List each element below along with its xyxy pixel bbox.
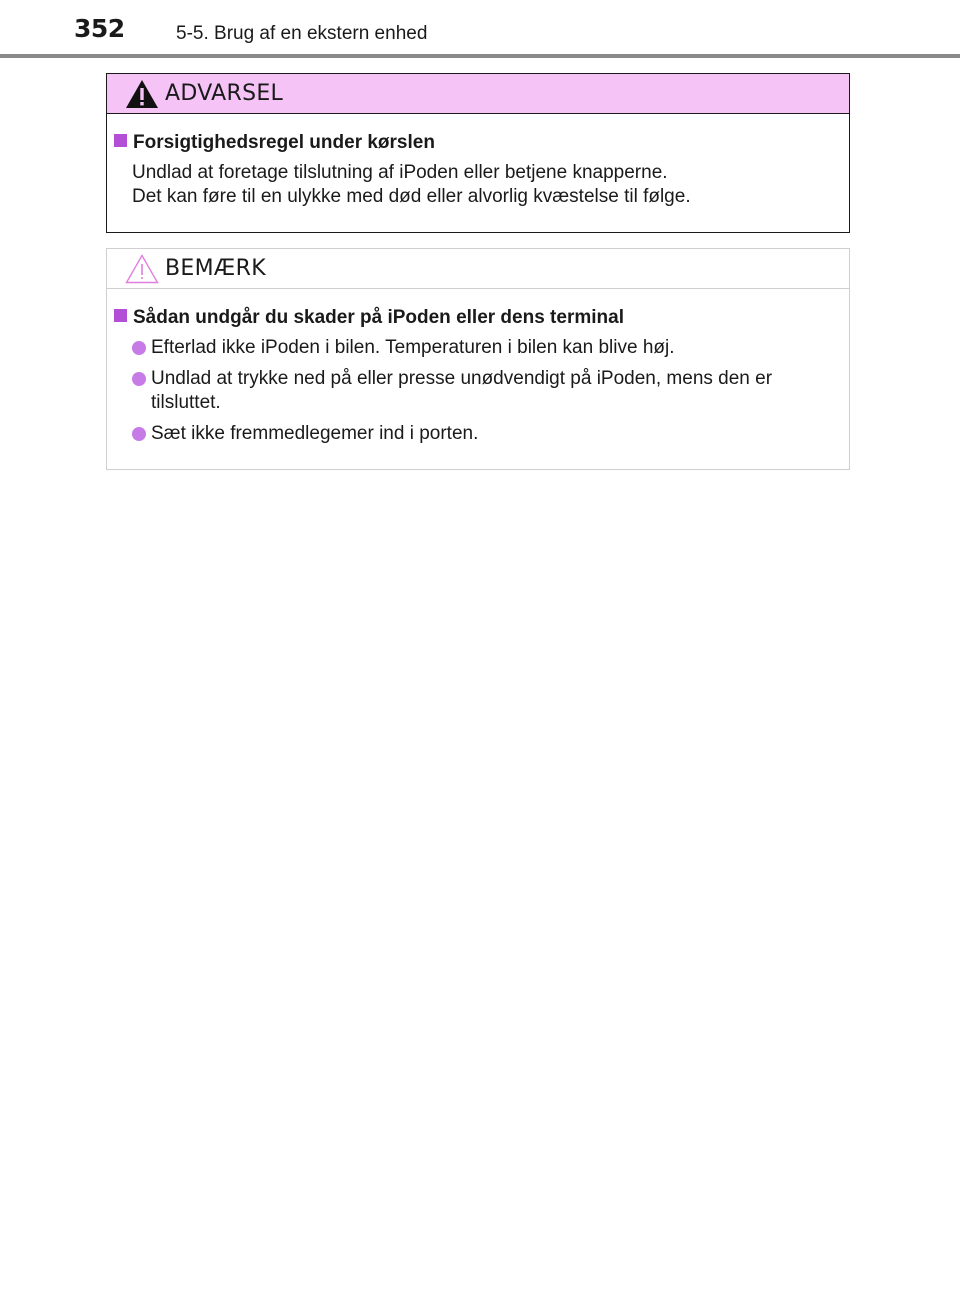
notice-label: BEMÆRK — [165, 256, 266, 281]
bullet-dot-icon — [132, 427, 146, 441]
list-item: Efterlad ikke iPoden i bilen. Temperaturen i bilen kan blive høj. — [132, 336, 841, 360]
caution-triangle-icon — [125, 254, 159, 284]
header-rule — [0, 54, 960, 58]
bullet-dot-icon — [132, 372, 146, 386]
square-bullet-icon — [114, 134, 127, 147]
page-header — [0, 0, 960, 58]
warning-heading: Forsigtighedsregel under kørslen — [114, 132, 435, 154]
warning-box — [106, 73, 850, 233]
list-item: Sæt ikke fremmedlegemer ind i porten. — [132, 422, 841, 446]
warning-label: ADVARSEL — [165, 81, 284, 106]
list-item: Undlad at trykke ned på eller presse unødvendigt på iPoden, mens den er tilsluttet. — [132, 367, 841, 415]
page-number: 352 — [74, 14, 125, 43]
warning-box-header — [107, 74, 849, 114]
square-bullet-icon — [114, 309, 127, 322]
bullet-dot-icon — [132, 341, 146, 355]
warning-line: Undlad at foretage tilslutning af iPoden eller betjene knapperne. — [132, 162, 668, 183]
notice-box-header — [107, 249, 849, 289]
notice-box — [106, 248, 850, 470]
warning-line: Det kan føre til en ulykke med død eller alvorlig kvæstelse til følge. — [132, 186, 691, 207]
warning-triangle-icon — [125, 79, 159, 109]
notice-heading: Sådan undgår du skader på iPoden eller dens terminal — [114, 307, 624, 329]
section-title: 5-5. Brug af en ekstern enhed — [176, 23, 428, 44]
